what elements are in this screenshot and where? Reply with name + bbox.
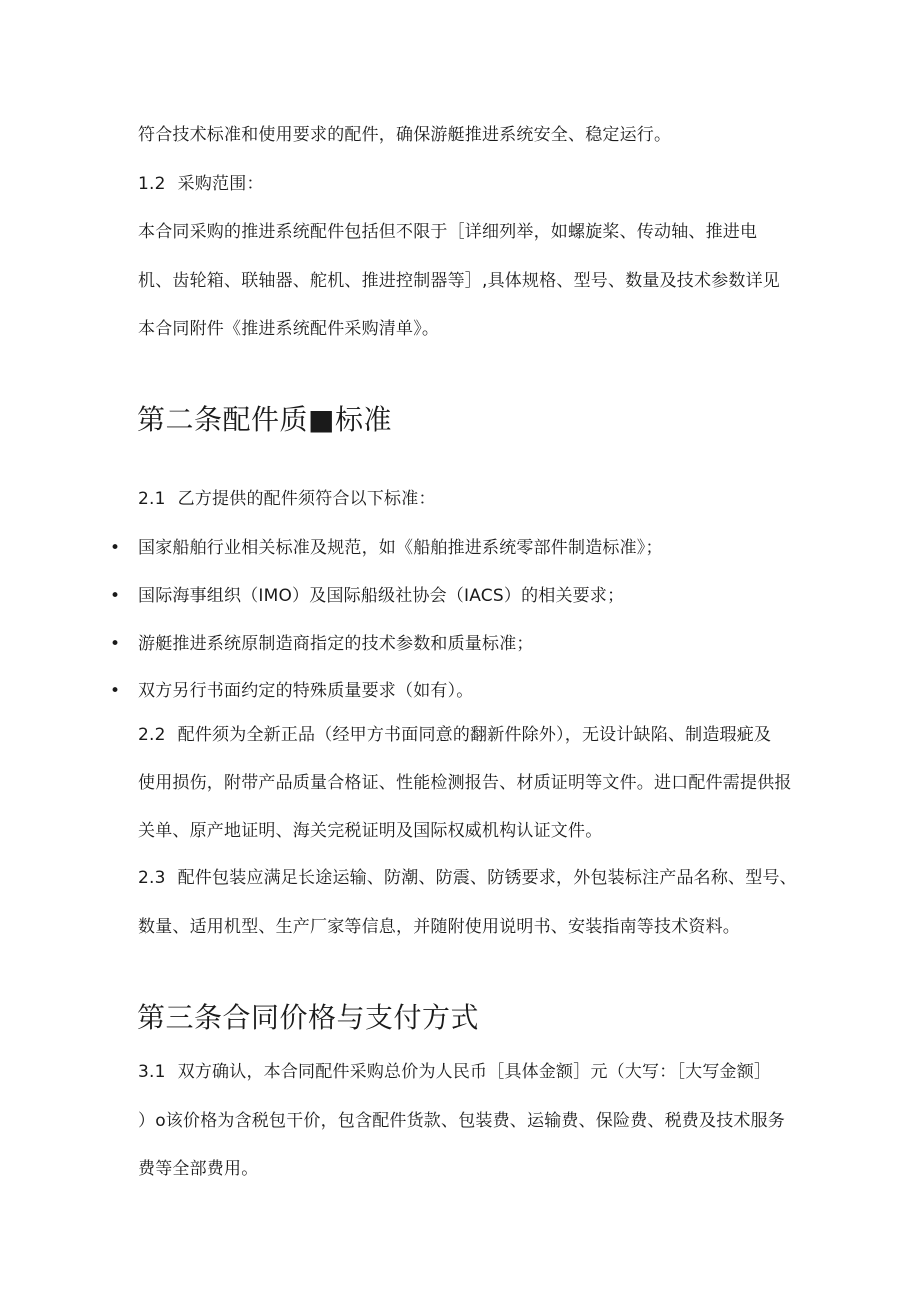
clause-number: 2.2 (138, 725, 166, 745)
list-item: 游艇推进系统原制造商指定的技术参数和质量标准； (138, 634, 534, 654)
clause-number: 3.1 (138, 1062, 166, 1082)
clause-number: 2.3 (138, 868, 166, 888)
clause-number: 2.1 (138, 489, 166, 509)
text-line: 符合技术标准和使用要求的配件，确保游艇推进系统安全、稳定运行。 (138, 125, 672, 145)
text-line: ）o该价格为含税包干价，包含配件货款、包装费、运输费、保险费、税费及技术服务 (138, 1111, 785, 1131)
bullet-icon: • (110, 681, 121, 701)
bullet-icon: • (110, 634, 121, 654)
text-line: 本合同采购的推进系统配件包括但不限于［详细列举，如螺旋桨、传动轴、推进电 (138, 222, 758, 242)
section-2-1 (138, 488, 436, 510)
section-1-2 (138, 173, 264, 195)
text-line: 本合同附件《推进系统配件采购清单》。 (138, 319, 440, 339)
article-2-heading: 第二条配件质■标准 (137, 403, 392, 436)
article-3-heading: 第三条合同价格与支付方式 (137, 1001, 480, 1034)
clause-text: 配件须为全新正品（经甲方书面同意的翻新件除外），无设计缺陷、制造瑕疵及 (177, 725, 772, 745)
clause-number: 1.2 (138, 174, 166, 194)
list-item: 国家船舶行业相关标准及规范，如《船舶推进系统零部件制造标准》； (138, 538, 663, 558)
section-2-3 (138, 867, 797, 889)
section-3-1 (138, 1061, 771, 1083)
text-line: 费等全部费用。 (138, 1159, 259, 1179)
text-line: 使用损伤，附带产品质量合格证、性能检测报告、材质证明等文件。进口配件需提供报 (138, 773, 792, 793)
bullet-icon: • (110, 586, 121, 606)
list-item: 国际海事组织（IMO）及国际船级社协会（IACS）的相关要求； (138, 586, 625, 606)
text-line: 关单、原产地证明、海关完税证明及国际权威机构认证文件。 (138, 821, 603, 841)
bullet-icon: • (110, 538, 121, 558)
text-line: 数量、适用机型、生产厂家等信息，并随附使用说明书、安装指南等技术资料。 (138, 917, 740, 937)
clause-text: 双方确认，本合同配件采购总价为人民币［具体金额］元（大写：［大写金额］ (177, 1062, 772, 1082)
list-item: 双方另行书面约定的特殊质量要求（如有）。 (138, 681, 474, 701)
clause-title: 乙方提供的配件须符合以下标准： (177, 489, 436, 509)
clause-text: 配件包装应满足长途运输、防潮、防震、防锈要求，外包装标注产品名称、型号、 (177, 868, 797, 888)
text-line: 机、齿轮箱、联轴器、舵机、推进控制器等］,具体规格、型号、数量及技术参数详见 (138, 271, 781, 291)
section-2-2 (138, 724, 771, 746)
clause-title: 采购范围： (177, 174, 264, 194)
